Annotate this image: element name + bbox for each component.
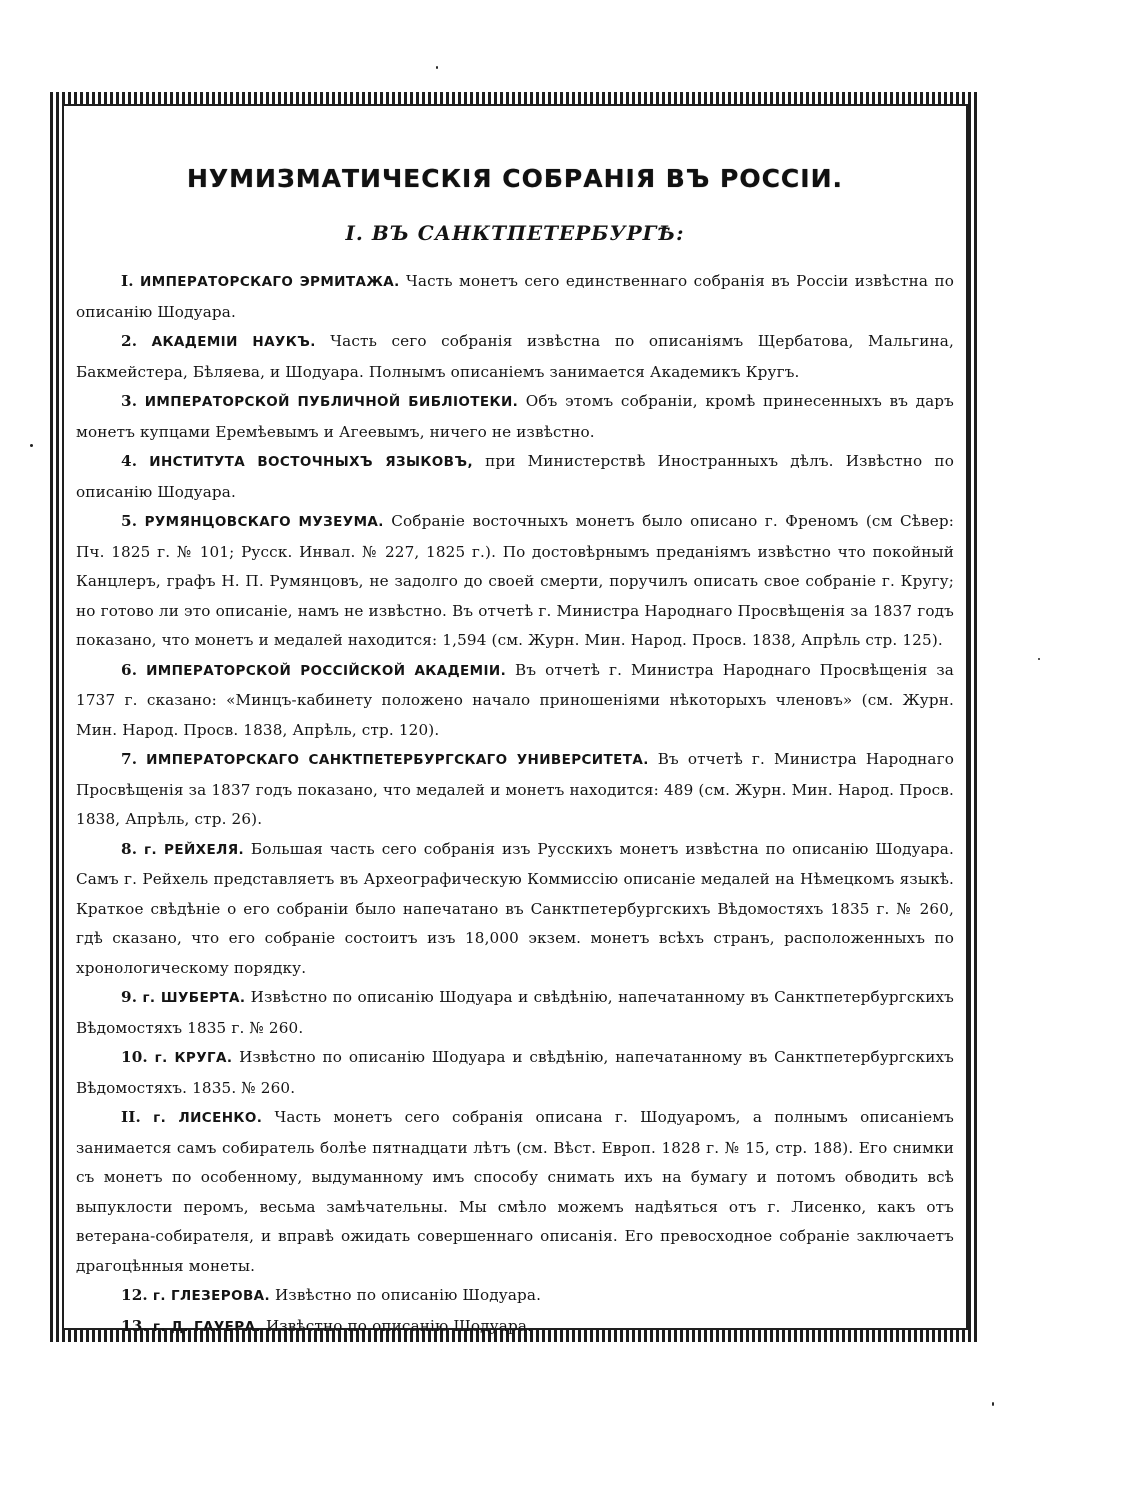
list-item — [76, 835, 954, 984]
entry-text: Большая часть сего собранія изъ Русскихъ монетъ извѣстна по описанію Шодуара. Самъ г. Рейхель представляетъ въ Археографическую Коммиссію описаніе медалей на Нѣмецкомъ языкѣ. Краткое свѣдѣніе о его собраніи было напечатано въ Санктпетербургскихъ Вѣдомостяхъ 1835 г. № 260, гдѣ сказано, что его собраніе состоитъ изъ 18,000 экзем. монетъ всѣхъ странъ, расположенныхъ по хронологическому порядку. — [76, 839, 954, 977]
entry-name: ИМПЕРАТОРСКОЙ ПУБЛИЧНОЙ БИБЛІОТЕКИ. — [144, 394, 519, 410]
entry-number: 2. — [121, 332, 138, 350]
list-item — [76, 267, 954, 327]
entry-number: 9. — [121, 988, 138, 1006]
entry-number: 4. — [121, 452, 138, 470]
entry-text: Въ отчетѣ г. Министра Народнаго Просвѣщенія за 1837 годъ показано, что медалей и монетъ находится: 489 (см. Журн. Мин. Народ. Просв. 1838, Апрѣль, стр. 26). — [76, 750, 954, 828]
entry-name: ИНСТИТУТА ВОСТОЧНЫХЪ ЯЗЫКОВЪ, — [149, 454, 473, 470]
entry-name: г. ЛИСЕНКО. — [153, 1110, 263, 1126]
entry-number: 8. — [121, 839, 138, 858]
entry-text: Извѣстно по описанію Шодуара. — [265, 1316, 533, 1335]
entry-text: Часть монетъ сего собранія описана г. Шодуаромъ, а полнымъ описаніемъ занимается самъ собиратель болѣе пятнадцати лѣтъ (см. Вѣст. Европ. 1828 г. № 15, стр. 188). Его снимки съ монетъ по особенному, выдуманному имъ способу снимать ихъ на бумагу и потомъ обводить всѣ выпуклости перомъ, весьма замѣчательны. Мы смѣло можемъ надѣяться отъ г. Лисенко, какъ отъ ветерана-собирателя, и вправѣ ожидать совершеннаго описанія. Его превосходное собраніе заключаетъ драгоцѣнныя монеты. — [76, 1108, 954, 1275]
entry-number: 6. — [121, 660, 138, 679]
entry-text: Извѣстно по описанію Шодуара. — [275, 1286, 542, 1304]
list-item — [76, 745, 954, 835]
collections-list — [76, 267, 954, 1342]
entry-number: 3. — [121, 392, 138, 410]
entry-number: 12. — [121, 1286, 148, 1304]
entry-name: АКАДЕМІИ НАУКЪ. — [151, 334, 316, 350]
page-title: НУМИЗМАТИЧЕСКІЯ СОБРАНІЯ ВЪ РОССІИ. — [186, 164, 844, 193]
entry-name: ИМПЕРАТОРСКАГО САНКТПЕТЕРБУРГСКАГО УНИВЕРСИТЕТА. — [146, 752, 649, 768]
section-heading: I. ВЪ САНКТПЕТЕРБУРГѢ: — [345, 221, 685, 245]
entry-text: Извѣстно по описанію Шодуара и свѣдѣнію, напечатанному въ Санктпетербургскихъ Вѣдомостяхъ 1835 г. № 260. — [76, 988, 954, 1037]
entry-text: Объ этомъ собраніи, кромѣ принесенныхъ въ даръ монетъ купцами Еремѣевымъ и Агеевымъ, ничего не извѣстно. — [76, 392, 954, 441]
list-item — [76, 1281, 954, 1312]
entry-text: Въ отчетѣ г. Министра Народнаго Просвѣщенія за 1737 г. сказано: «Минцъ-кабинету положено начало приношеніями нѣкоторыхъ членовъ» (см. Журн. Мин. Народ. Просв. 1838, Апрѣль, стр. 120). — [76, 660, 954, 739]
list-item — [76, 983, 954, 1043]
entry-text: Собраніе восточныхъ монетъ было описано г. Френомъ (см Сѣвер: Пч. 1825 г. № 101; Русск. Инвал. № 227, 1825 г.). По достовѣрнымъ преданіямъ извѣстно что покойный Канцлеръ, графъ Н. П. Румянцовъ, не задолго до своей смерти, поручилъ описать свое собраніе г. Кругу; но готово ли это описаніе, намъ не извѣстно. Въ отчетѣ г. Министра Народнаго Просвѣщенія за 1837 годъ показано, что монетъ и медалей находится: 1,594 (см. Журн. Мин. Народ. Просв. 1838, Апрѣль стр. 125). — [76, 512, 955, 649]
ink-speck — [436, 66, 438, 69]
entry-name: РУМЯНЦОВСКАГО МУЗЕУМА. — [144, 514, 384, 530]
entry-name: г. ШУБЕРТА. — [142, 990, 246, 1006]
entry-name: ИМПЕРАТОРСКАГО ЭРМИТАЖА. — [140, 274, 400, 290]
ink-speck — [1038, 658, 1040, 660]
entry-name: ИМПЕРАТОРСКОЙ РОССІЙСКОЙ АКАДЕМІИ. — [146, 662, 507, 679]
page-content — [76, 118, 955, 1335]
ink-speck — [30, 444, 33, 447]
list-item — [76, 327, 954, 387]
list-item — [76, 1312, 954, 1343]
decorative-border — [50, 92, 980, 1342]
entry-number: 7. — [121, 750, 138, 768]
ink-speck — [992, 1402, 994, 1406]
entry-text: Часть сего собранія извѣстна по описаніямъ Щербатова, Мальгина, Бакмейстера, Бѣляева, и Шодуара. Полнымъ описаніемъ занимается Академикъ Кругъ. — [76, 332, 954, 381]
entry-number: II. — [121, 1108, 141, 1126]
entry-name: г. Д. ГАУЕРА. — [152, 1318, 261, 1335]
list-item — [76, 447, 954, 507]
entry-number: 5. — [121, 512, 138, 530]
list-item — [76, 656, 954, 746]
entry-number: 13. — [121, 1316, 148, 1335]
list-item — [76, 1103, 954, 1281]
entry-number: I. — [121, 272, 134, 290]
entry-text: при Министерствѣ Иностранныхъ дѣлъ. Извѣстно по описанію Шодуара. — [76, 452, 954, 501]
entry-text: Извѣстно по описанію Шодуара и свѣдѣнію, напечатанному въ Санктпетербургскихъ Вѣдомостяхъ. 1835. № 260. — [76, 1048, 954, 1097]
list-item — [76, 1043, 954, 1103]
entry-text: Часть монетъ сего единственнаго собранія въ Россіи извѣстна по описанію Шодуара. — [76, 272, 955, 321]
entry-name: г. КРУГА. — [154, 1050, 233, 1066]
entry-name: г. ГЛЕЗЕРОВА. — [152, 1288, 271, 1304]
list-item — [76, 507, 954, 656]
entry-number: 10. — [121, 1048, 148, 1066]
entry-name: г. РЕЙХЕЛЯ. — [144, 841, 245, 858]
list-item — [76, 387, 954, 447]
